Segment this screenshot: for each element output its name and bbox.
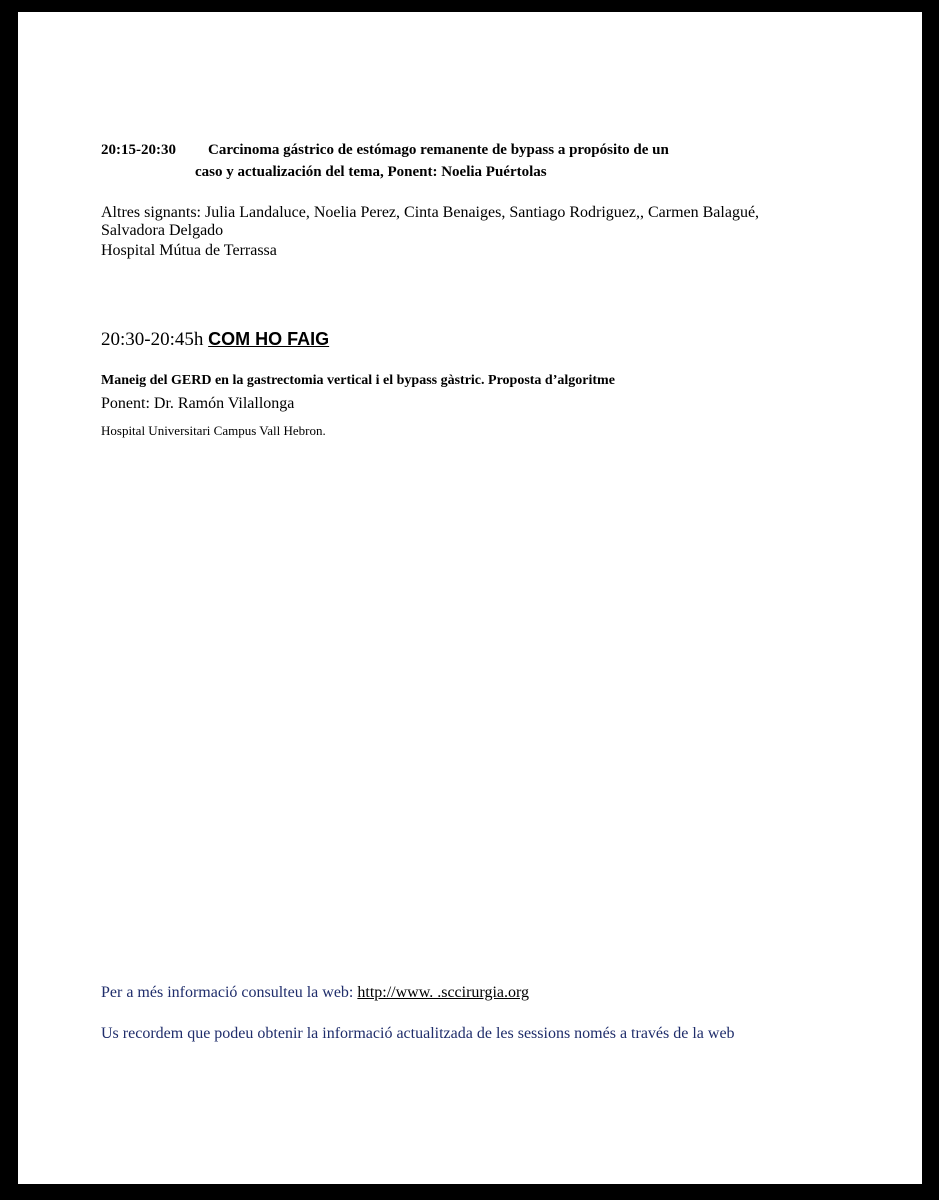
session2-header (101, 327, 329, 352)
document-page (18, 12, 922, 1184)
info-prefix: Per a més informació consulteu la web: (101, 984, 358, 1001)
session1-signants-line2: Salvadora Delgado (101, 222, 224, 239)
info-line (101, 982, 529, 1004)
session1-title-line1: Carcinoma gástrico de estómago remanente de bypass a propósito de un (208, 142, 669, 158)
session1-time: 20:15-20:30 (101, 142, 176, 158)
website-link[interactable]: http://www. .sccirurgia.org (357, 984, 530, 1001)
session2-heading: COM HO FAIG (208, 329, 330, 349)
session2-hospital: Hospital Universitari Campus Vall Hebron. (101, 423, 326, 438)
session2-time: 20:30-20:45h (101, 329, 204, 350)
session2-ponent: Ponent: Dr. Ramón Vilallonga (101, 395, 295, 412)
session1-title-line2: caso y actualización del tema, Ponent: Noelia Puértolas (195, 164, 547, 180)
session1-hospital: Hospital Mútua de Terrassa (101, 242, 277, 259)
session1-signants-line1: Altres signants: Julia Landaluce, Noelia Perez, Cinta Benaiges, Santiago Rodriguez,, Carmen Balagué, (101, 204, 760, 221)
reminder-text: Us recordem que podeu obtenir la informació actualitzada de les sessions només a través de la web (101, 1025, 735, 1042)
session2-title: Maneig del GERD en la gastrectomia vertical i el bypass gàstric. Proposta d’algoritme (101, 373, 615, 388)
